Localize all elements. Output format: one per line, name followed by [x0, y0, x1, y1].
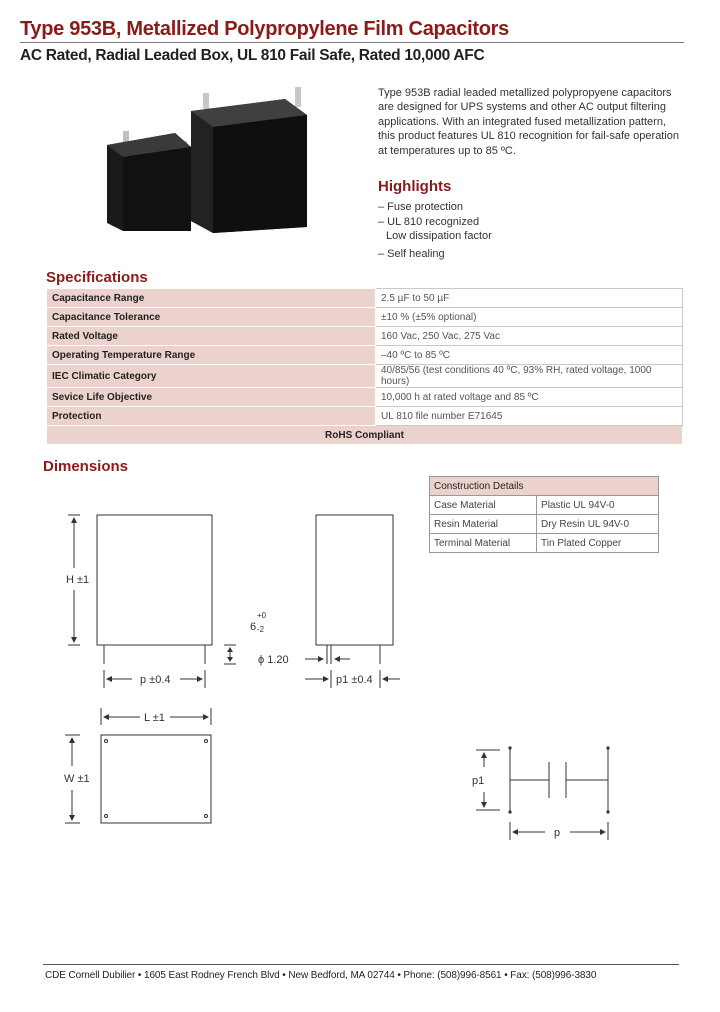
highlight-item: – Fuse protection	[378, 201, 463, 213]
rohs-compliant-row: RoHS Compliant	[47, 426, 683, 445]
construction-header: Construction Details	[430, 477, 659, 496]
construction-value: Dry Resin UL 94V-0	[537, 515, 659, 534]
spec-value: 40/85/56 (test conditions 40 ºC, 93% RH, rated voltage, 1000 hours)	[376, 365, 683, 388]
intro-paragraph: Type 953B radial leaded metallized polypropyene capacitors are designed for UPS systems and other AC output filtering applications. With an integrated fused metallization pattern, this product features UL 810 recognition for fail-safe operation at temperatures up to 85 ºC.	[378, 87, 680, 157]
schematic-p-label: p	[554, 827, 561, 839]
spec-value: 2.5 µF to 50 µF	[376, 289, 683, 308]
height-label: H ±1	[66, 574, 90, 586]
table-row	[47, 346, 683, 365]
construction-label: Terminal Material	[430, 534, 537, 553]
specifications-heading: Specifications	[46, 269, 148, 286]
lead-length-label: 6	[250, 621, 257, 633]
table-row	[47, 365, 683, 388]
construction-value: Plastic UL 94V-0	[537, 496, 659, 515]
width-label: W ±1	[64, 773, 90, 785]
dimension-drawing	[0, 490, 720, 850]
small-capacitor-image	[107, 131, 191, 231]
pitch-label: p ±0.4	[140, 674, 171, 686]
specifications-table	[46, 288, 683, 445]
large-capacitor-image	[191, 87, 307, 233]
side-view-body	[316, 515, 393, 645]
highlights-list	[378, 200, 492, 261]
table-row	[47, 327, 683, 346]
dimensions-heading: Dimensions	[43, 458, 129, 475]
front-view-body	[97, 515, 212, 645]
spec-value: 10,000 h at rated voltage and 85 ºC	[376, 388, 683, 407]
highlight-item: – Self healing	[378, 247, 445, 260]
spec-value: ±10 % (±5% optional)	[376, 308, 683, 327]
spec-label: Capacitance Tolerance	[47, 308, 376, 327]
table-row	[47, 407, 683, 426]
spec-label: Protection	[47, 407, 376, 426]
lead-tolerance-minus: -2	[257, 625, 265, 634]
spec-value: 160 Vac, 250 Vac, 275 Vac	[376, 327, 683, 346]
lead-tolerance-plus: +0	[257, 611, 267, 620]
spec-label: IEC Climatic Category	[47, 365, 376, 388]
product-photo	[95, 85, 317, 235]
table-row	[47, 388, 683, 407]
pitch1-label: p1 ±0.4	[336, 674, 373, 686]
construction-label: Resin Material	[430, 515, 537, 534]
construction-value: Tin Plated Copper	[537, 534, 659, 553]
lead-diameter-label: ϕ 1.20	[258, 654, 289, 666]
spec-value: –40 ºC to 85 ºC	[376, 346, 683, 365]
table-row	[47, 426, 683, 445]
table-row	[47, 289, 683, 308]
spec-value: UL 810 file number E71645	[376, 407, 683, 426]
spec-label: Capacitance Range	[47, 289, 376, 308]
construction-label: Case Material	[430, 496, 537, 515]
page-subtitle: AC Rated, Radial Leaded Box, UL 810 Fail Safe, Rated 10,000 AFC	[20, 47, 485, 64]
length-label: L ±1	[144, 712, 165, 724]
spec-label: Rated Voltage	[47, 327, 376, 346]
highlight-item: – UL 810 recognized	[378, 215, 480, 228]
title-divider	[20, 42, 684, 43]
table-row	[47, 308, 683, 327]
spec-label: Sevice Life Objective	[47, 388, 376, 407]
top-view-body	[101, 735, 211, 823]
page-title: Type 953B, Metallized Polypropylene Film Capacitors	[20, 18, 509, 40]
schematic-p1-label: p1	[472, 775, 485, 787]
footer-contact: CDE Cornell Dubilier • 1605 East Rodney French Blvd • New Bedford, MA 02744 • Phone: (508)996-8561 • Fax: (508)996-3830	[45, 970, 597, 981]
highlights-heading: Highlights	[378, 178, 452, 195]
spec-label: Operating Temperature Range	[47, 346, 376, 365]
highlight-item: Low dissipation factor	[386, 230, 492, 242]
footer-divider	[43, 964, 679, 965]
